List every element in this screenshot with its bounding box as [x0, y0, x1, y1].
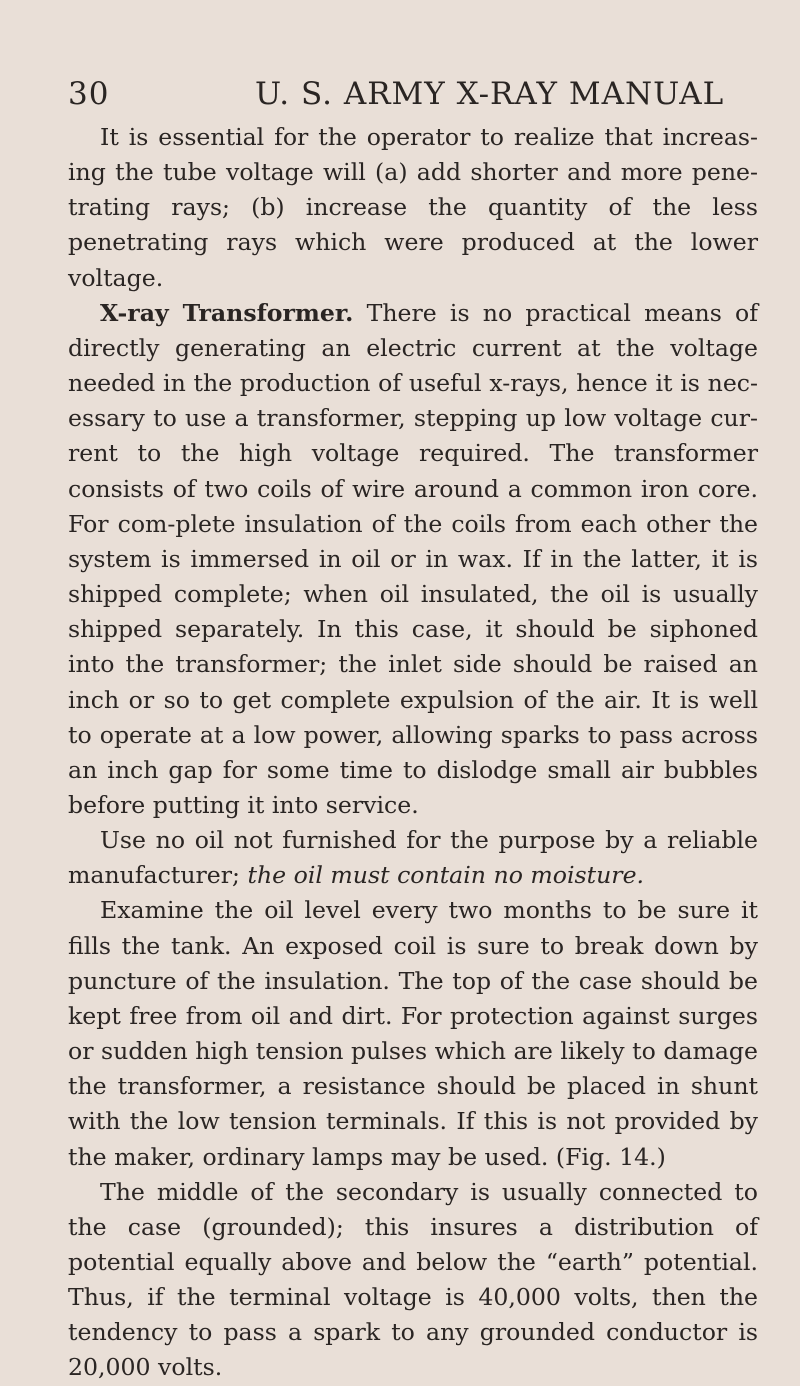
- paragraph-oil-warning: [68, 823, 758, 893]
- paragraph-text: The middle of the secondary is usually connected to the case (grounded); this insures a distribution of potential equally above and below the “earth” potential. Thus, if the terminal voltage is 40,000 volts, then the tendency to pass a spark to any grounded conductor is 20,000 volts.: [68, 1177, 758, 1382]
- page-number: 30: [68, 76, 110, 112]
- paragraph-text: Use no oil not furnished for the purpose by a reliable manufacturer;: [68, 826, 758, 890]
- running-head: [68, 76, 758, 116]
- paragraph-grounding: [68, 1175, 758, 1386]
- running-title: U. S. ARMY X-RAY MANUAL: [255, 76, 725, 112]
- paragraph-text: It is essential for the operator to realize that increas-ing the tube voltage will (a) add shorter and more pene-trating rays; (b) increase the quantity of the less penetrating rays which were produced at the lower voltage.: [68, 123, 758, 292]
- section-heading: X-ray Transformer.: [100, 298, 354, 327]
- body-text: [68, 120, 758, 1386]
- paragraph-text: Examine the oil level every two months to be sure it fills the tank. An exposed coil is sure to break down by puncture of the insulation. The top of the case should be kept free from oil and dirt. For protection against surges or sudden high tension pulses which are likely to damage the transformer, a resistance should be placed in shunt with the low tension terminals. If this is not provided by the maker, ordinary lamps may be used. (Fig. 14.): [68, 896, 758, 1171]
- paragraph-text: There is no practical means of directly generating an electric current at the voltage needed in the production of useful x-rays, hence it is nec-essary to use a transformer, stepping up low voltage cur-rent to the high voltage required. The transformer consists of two coils of wire around a common iron core. For com-plete insulation of the coils from each other the system is immersed in oil or in wax. If in the latter, it is shipped complete; when oil insulated, the oil is usually shipped separately. In this case, it should be siphoned into the transformer; the inlet side should be raised an inch or so to get complete expulsion of the air. It is well to operate at a low power, allowing sparks to pass across an inch gap for some time to dislodge small air bubbles before putting it into service.: [68, 298, 758, 819]
- paragraph-voltage-effects: [68, 120, 758, 296]
- paragraph-oil-level: [68, 893, 758, 1174]
- emphasized-warning: the oil must contain no moisture.: [247, 861, 645, 890]
- paragraph-xray-transformer: [68, 296, 758, 823]
